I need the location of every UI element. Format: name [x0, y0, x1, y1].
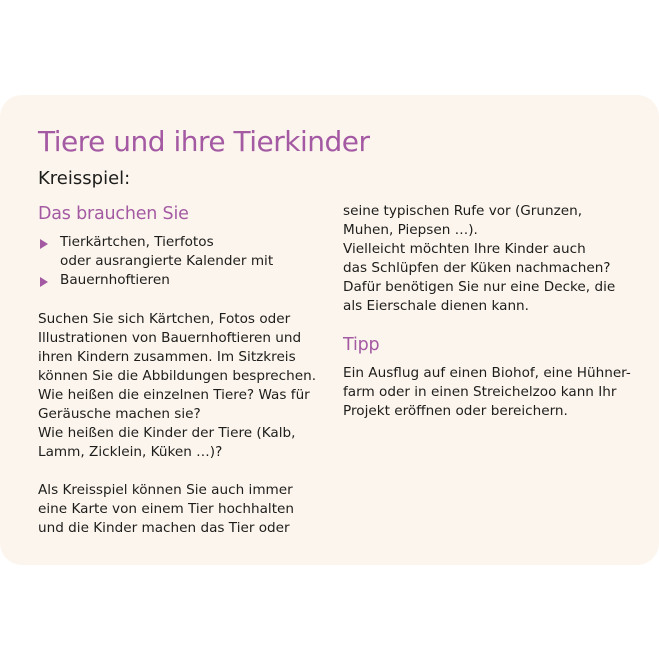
left-column — [38, 205, 328, 538]
game-paragraph: Als Kreisspiel können Sie auch immer eine Karte von einem Tier hochhalten und die Kinder machen das Tier oder — [38, 482, 295, 536]
instructions-paragraph: Suchen Sie sich Kärtchen, Fotos oder Illustrationen von Bauernhoftieren und ihren Kindern zusammen. Im Sitzkreis können Sie die Abbildungen besprechen. Wie heißen die einzelnen Tiere? Was für Geräusche machen sie? Wie heißen die Kinder der Tiere (Kalb, Lamm, Zicklein, Küken …)? — [38, 311, 317, 460]
tipp-text: Ein Ausflug auf einen Biohof, eine Hühner- farm oder in einen Streichelzoo kann Ihr Projekt eröffnen oder bereichern. — [343, 365, 631, 419]
needs-heading: Das brauchen Sie — [38, 204, 189, 224]
tipp-heading: Tipp — [343, 335, 380, 355]
needs-list — [38, 233, 328, 290]
game-paragraph-continued: seine typischen Rufe vor (Grunzen, Muhen, Piepsen …). Vielleicht möchten Ihre Kinder auch das Schlüpfen der Küken nachmachen? Dafür benötigen Sie nur eine Decke, die als Eierschale dienen kann. — [343, 203, 616, 314]
card-title: Tiere und ihre Tierkinder — [38, 125, 370, 158]
card-subtitle: Kreisspiel: — [38, 168, 131, 189]
list-item — [38, 233, 328, 271]
list-item-text: Tierkärtchen, Tierfotos oder ausrangierte Kalender mit — [60, 234, 274, 269]
triangle-bullet-icon — [40, 277, 48, 287]
activity-card — [0, 95, 659, 565]
list-item-text: Bauernhoftieren — [60, 272, 170, 288]
triangle-bullet-icon — [40, 239, 48, 249]
right-column — [343, 202, 638, 421]
list-item — [38, 271, 328, 290]
